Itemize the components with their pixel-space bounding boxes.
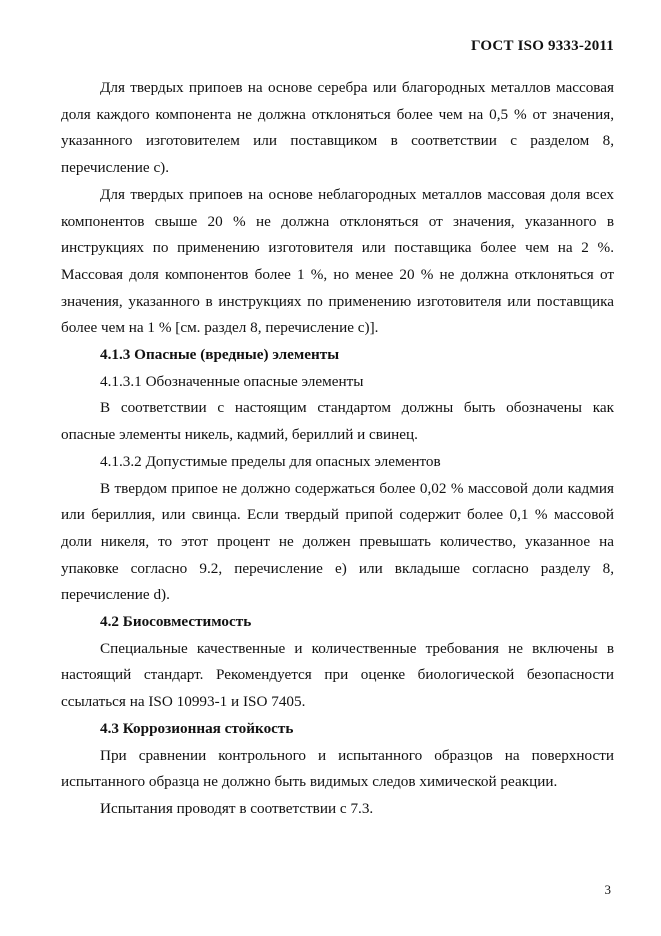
section-heading: 4.1.3 Опасные (вредные) элементы [100, 346, 340, 364]
paragraph: Для твердых припоев на основе неблагородных металлов массовая доля всех компонентов свыше 20 % не должна отклоняться от значения, указанного в инструкциях по применению изготовителя или поставщика более чем на 2 %. Массовая доля компонентов более 1 %, но менее 20 % не должна отклоняться от значения, указанного в инструкциях по применению изготовителя или поставщика более чем на 1 % [см. раздел 8, перечисление с)]. [61, 185, 614, 337]
paragraph: Испытания проводят в соответствии с 7.3. [100, 799, 374, 817]
paragraph: В твердом припое не должно содержаться более 0,02 % массовой доли кадмия или бериллия, или свинца. Если твердый припой содержит более 0,1 % массовой доли никеля, то этот процент не должен превышать количество, указанное на упаковке согласно 9.2, перечисление е) или вкладыше согласно разделу 8, перечисление d). [61, 479, 614, 604]
paragraph: При сравнении контрольного и испытанного образцов на поверхности испытанного образца не должно быть видимых следов химической реакции. [61, 746, 614, 791]
paragraph: Специальные качественные и количественные требования не включены в настоящий стандарт. Рекомендуется при оценке биологической безопасности ссылаться на ISO 10993-1 и ISO 7405. [61, 639, 614, 711]
document-header: ГОСТ ISO 9333-2011 [471, 38, 614, 54]
paragraph: Для твердых припоев на основе серебра или благородных металлов массовая доля каждого компонента не должна отклоняться более чем на 0,5 % от значения, указанного изготовителем или поставщиком в соответствии с разделом 8, перечисление с). [61, 79, 614, 177]
section-heading: 4.3 Коррозионная стойкость [100, 719, 294, 737]
paragraph: В соответствии с настоящим стандартом должны быть обозначены как опасные элементы никель, кадмий, бериллий и свинец. [61, 399, 614, 444]
subsection-title: 4.1.3.2 Допустимые пределы для опасных элементов [100, 452, 441, 470]
subsection-title: 4.1.3.1 Обозначенные опасные элементы [100, 372, 364, 390]
section-heading: 4.2 Биосовместимость [100, 613, 252, 631]
page-number: 3 [604, 882, 611, 897]
document-body [61, 75, 614, 823]
